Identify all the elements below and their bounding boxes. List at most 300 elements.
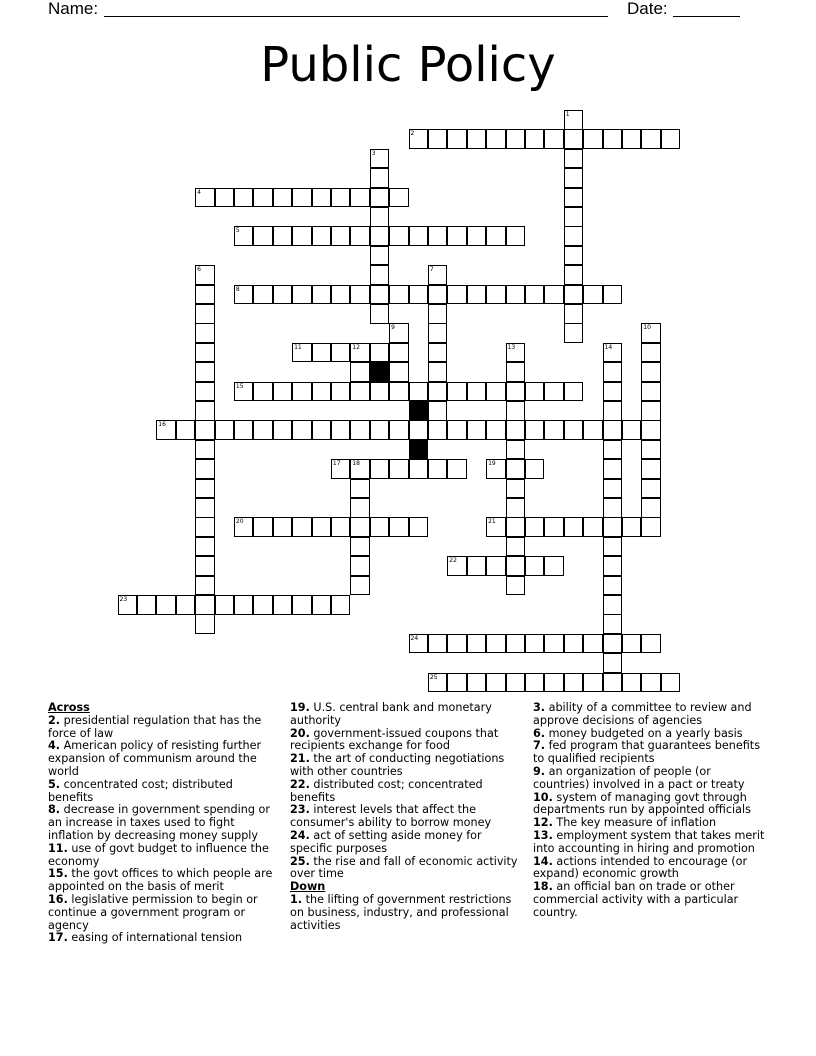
grid-cell[interactable] [409, 382, 429, 402]
grid-cell[interactable] [370, 304, 390, 324]
grid-cell[interactable] [467, 285, 487, 305]
grid-cell[interactable] [564, 517, 584, 537]
grid-cell[interactable] [253, 517, 273, 537]
grid-cell[interactable] [350, 226, 370, 246]
clue-text: money budgeted on a yearly basis [545, 726, 743, 740]
grid-cell[interactable] [564, 285, 584, 305]
grid-cell[interactable] [622, 634, 642, 654]
grid-cell[interactable] [428, 343, 448, 363]
clue-text: the rise and fall of economic activity over time [290, 854, 518, 881]
clue-column-3 [533, 702, 768, 920]
clue [533, 766, 768, 792]
grid-cell[interactable] [331, 285, 351, 305]
grid-cell[interactable] [331, 226, 351, 246]
grid-cell[interactable] [292, 382, 312, 402]
grid-cell[interactable] [583, 673, 603, 693]
grid-cell[interactable] [641, 517, 661, 537]
grid-cell[interactable] [389, 226, 409, 246]
grid-cell[interactable] [195, 595, 215, 615]
clue-number: 17. [48, 931, 68, 945]
grid-cell[interactable] [525, 382, 545, 402]
grid-cell[interactable] [583, 517, 603, 537]
grid-cell[interactable] [506, 362, 526, 382]
grid-cell[interactable] [350, 537, 370, 557]
grid-cell[interactable] [350, 188, 370, 208]
grid-cell[interactable] [447, 556, 467, 576]
grid-cell[interactable] [525, 420, 545, 440]
clue-number: 4. [48, 739, 61, 753]
grid-cell[interactable] [447, 459, 467, 479]
clue [533, 740, 768, 766]
grid-cell[interactable] [409, 420, 429, 440]
grid-cell[interactable] [273, 188, 293, 208]
grid-cell[interactable] [350, 362, 370, 382]
grid-cell[interactable] [195, 265, 215, 285]
clue-number: 9. [533, 764, 546, 778]
grid-cell[interactable] [195, 517, 215, 537]
grid-cell[interactable] [564, 673, 584, 693]
grid-cell[interactable] [544, 634, 564, 654]
grid-cell[interactable] [622, 673, 642, 693]
grid-cell[interactable] [331, 517, 351, 537]
cell-number: 21 [488, 518, 496, 526]
grid-cell[interactable] [564, 110, 584, 130]
grid-cell[interactable] [409, 129, 429, 149]
grid-cell[interactable] [253, 382, 273, 402]
grid-cell[interactable] [389, 323, 409, 343]
grid-cell[interactable] [292, 595, 312, 615]
grid-cell[interactable] [428, 420, 448, 440]
grid-cell[interactable] [661, 129, 681, 149]
grid-cell[interactable] [603, 517, 623, 537]
grid-cell[interactable] [331, 188, 351, 208]
grid-cell[interactable] [506, 382, 526, 402]
grid-cell[interactable] [389, 459, 409, 479]
grid-cell[interactable] [486, 129, 506, 149]
grid-cell[interactable] [544, 129, 564, 149]
grid-cell[interactable] [370, 459, 390, 479]
grid-cell[interactable] [350, 459, 370, 479]
grid-cell[interactable] [564, 420, 584, 440]
grid-cell[interactable] [428, 129, 448, 149]
grid-cell[interactable] [292, 343, 312, 363]
grid-cell[interactable] [603, 576, 623, 596]
grid-cell[interactable] [583, 420, 603, 440]
grid-cell[interactable] [195, 323, 215, 343]
grid-cell[interactable] [331, 343, 351, 363]
grid-cell[interactable] [312, 343, 332, 363]
grid-cell[interactable] [389, 382, 409, 402]
grid-cell[interactable] [370, 382, 390, 402]
grid-cell[interactable] [506, 537, 526, 557]
grid-cell[interactable] [215, 595, 235, 615]
grid-cell[interactable] [292, 226, 312, 246]
clue-number: 1. [290, 892, 303, 906]
grid-cell[interactable] [525, 459, 545, 479]
grid-cell[interactable] [622, 517, 642, 537]
grid-cell[interactable] [544, 285, 564, 305]
grid-cell[interactable] [428, 304, 448, 324]
grid-cell[interactable] [195, 362, 215, 382]
grid-cell[interactable] [312, 226, 332, 246]
clue-text: U.S. central bank and monetary authority [290, 701, 492, 727]
cell-number: 1 [565, 111, 570, 118]
grid-cell[interactable] [544, 556, 564, 576]
grid-cell[interactable] [312, 382, 332, 402]
grid-cell[interactable] [467, 226, 487, 246]
grid-cell[interactable] [525, 285, 545, 305]
grid-cell[interactable] [447, 673, 467, 693]
grid-cell[interactable] [292, 420, 312, 440]
grid-cell[interactable] [467, 129, 487, 149]
clue-text: an official ban on trade or other commercial activity with a particular country. [533, 880, 739, 919]
grid-cell[interactable] [370, 343, 390, 363]
grid-cell[interactable] [370, 517, 390, 537]
grid-cell[interactable] [603, 362, 623, 382]
grid-cell[interactable] [370, 420, 390, 440]
grid-cell[interactable] [195, 285, 215, 305]
grid-cell[interactable] [370, 207, 390, 227]
grid-cell[interactable] [506, 576, 526, 596]
grid-cell[interactable] [603, 285, 623, 305]
grid-cell[interactable] [350, 556, 370, 576]
grid-cell[interactable] [428, 226, 448, 246]
grid-cell[interactable] [253, 285, 273, 305]
grid-cell[interactable] [234, 285, 254, 305]
grid-cell[interactable] [564, 304, 584, 324]
grid-cell[interactable] [409, 226, 429, 246]
cell-number: 15 [235, 382, 244, 390]
grid-cell[interactable] [544, 517, 564, 537]
grid-cell[interactable] [467, 634, 487, 654]
grid-cell[interactable] [370, 265, 390, 285]
grid-cell[interactable] [389, 362, 409, 382]
grid-cell[interactable] [312, 595, 332, 615]
grid-cell[interactable] [195, 304, 215, 324]
grid-cell[interactable] [603, 382, 623, 402]
grid-cell[interactable] [506, 673, 526, 693]
grid-cell[interactable] [641, 382, 661, 402]
grid-cell[interactable] [215, 420, 235, 440]
grid-cell[interactable] [525, 517, 545, 537]
grid-cell[interactable] [583, 129, 603, 149]
grid-cell[interactable] [564, 129, 584, 149]
grid-cell[interactable] [428, 634, 448, 654]
grid-cell[interactable] [603, 129, 623, 149]
grid-cell[interactable] [583, 285, 603, 305]
grid-cell[interactable] [234, 420, 254, 440]
grid-cell[interactable] [253, 595, 273, 615]
grid-cell[interactable] [447, 634, 467, 654]
grid-cell[interactable] [486, 459, 506, 479]
grid-cell[interactable] [447, 285, 467, 305]
grid-cell[interactable] [603, 537, 623, 557]
clue-text: easing of international tension [67, 931, 243, 945]
grid-cell[interactable] [486, 382, 506, 402]
cell-number: 6 [197, 266, 201, 274]
grid-cell[interactable] [641, 401, 661, 421]
grid-cell[interactable] [234, 517, 254, 537]
grid-cell[interactable] [389, 343, 409, 363]
grid-cell[interactable] [641, 673, 661, 693]
grid-cell[interactable] [467, 673, 487, 693]
grid-cell[interactable] [661, 673, 681, 693]
grid-cell[interactable] [370, 285, 390, 305]
grid-cell[interactable] [603, 556, 623, 576]
grid-cell[interactable] [506, 556, 526, 576]
grid-cell[interactable] [292, 285, 312, 305]
date-label: Date: [627, 0, 668, 18]
grid-cell[interactable] [506, 129, 526, 149]
grid-cell[interactable] [506, 459, 526, 479]
grid-cell[interactable] [195, 498, 215, 518]
grid-cell[interactable] [428, 459, 448, 479]
grid-cell[interactable] [603, 401, 623, 421]
grid-cell[interactable] [525, 673, 545, 693]
grid-cell[interactable] [641, 420, 661, 440]
grid-cell[interactable] [564, 382, 584, 402]
grid-cell[interactable] [273, 595, 293, 615]
cell-number: 17 [332, 460, 341, 468]
grid-cell[interactable] [389, 285, 409, 305]
grid-cell[interactable] [428, 362, 448, 382]
grid-cell[interactable] [544, 420, 564, 440]
grid-cell[interactable] [195, 188, 215, 208]
grid-cell[interactable] [641, 440, 661, 460]
grid-cell[interactable] [467, 556, 487, 576]
grid-cell[interactable] [486, 420, 506, 440]
clue [48, 843, 278, 869]
grid-cell[interactable] [331, 595, 351, 615]
grid-cell[interactable] [350, 576, 370, 596]
clue-text: government-issued coupons that recipients exchange for food [290, 726, 499, 753]
cell-number: 5 [235, 227, 240, 235]
grid-cell[interactable] [564, 207, 584, 227]
grid-cell[interactable] [603, 634, 623, 654]
grid-cell[interactable] [176, 595, 196, 615]
grid-cell[interactable] [525, 129, 545, 149]
grid-cell[interactable] [195, 401, 215, 421]
grid-cell[interactable] [370, 188, 390, 208]
grid-cell[interactable] [603, 614, 623, 634]
grid-cell[interactable] [447, 420, 467, 440]
grid-cell[interactable] [273, 517, 293, 537]
grid-cell[interactable] [312, 517, 332, 537]
grid-cell[interactable] [603, 595, 623, 615]
grid-cell[interactable] [350, 517, 370, 537]
grid-cell[interactable] [603, 343, 623, 363]
grid-cell[interactable] [350, 285, 370, 305]
cell-number: 13 [507, 343, 516, 351]
grid-cell[interactable] [428, 285, 448, 305]
grid-cell[interactable] [447, 382, 467, 402]
grid-cell[interactable] [486, 517, 506, 537]
grid-cell[interactable] [118, 595, 138, 615]
grid-cell[interactable] [176, 420, 196, 440]
grid-cell[interactable] [273, 382, 293, 402]
grid-cell[interactable] [195, 420, 215, 440]
grid-cell[interactable] [603, 498, 623, 518]
grid-cell[interactable] [350, 382, 370, 402]
grid-cell[interactable] [506, 285, 526, 305]
grid-cell[interactable] [350, 479, 370, 499]
grid-cell[interactable] [428, 323, 448, 343]
clue [48, 779, 278, 805]
grid-cell[interactable] [603, 653, 623, 673]
grid-cell[interactable] [564, 149, 584, 169]
grid-cell[interactable] [544, 673, 564, 693]
grid-cell[interactable] [564, 323, 584, 343]
grid-cell[interactable] [409, 285, 429, 305]
grid-cell[interactable] [603, 459, 623, 479]
grid-cell[interactable] [273, 226, 293, 246]
grid-cell[interactable] [409, 517, 429, 537]
black-cell [409, 440, 429, 460]
grid-cell[interactable] [312, 420, 332, 440]
grid-cell[interactable] [506, 440, 526, 460]
grid-cell[interactable] [506, 498, 526, 518]
grid-cell[interactable] [428, 401, 448, 421]
grid-cell[interactable] [195, 382, 215, 402]
grid-cell[interactable] [447, 129, 467, 149]
grid-cell[interactable] [156, 595, 176, 615]
grid-cell[interactable] [195, 614, 215, 634]
grid-cell[interactable] [506, 420, 526, 440]
grid-cell[interactable] [195, 343, 215, 363]
grid-cell[interactable] [506, 479, 526, 499]
clue [290, 830, 522, 856]
grid-cell[interactable] [292, 517, 312, 537]
grid-cell[interactable] [506, 401, 526, 421]
grid-cell[interactable] [195, 576, 215, 596]
grid-cell[interactable] [564, 246, 584, 266]
grid-cell[interactable] [564, 188, 584, 208]
grid-cell[interactable] [603, 440, 623, 460]
grid-cell[interactable] [350, 498, 370, 518]
grid-cell[interactable] [506, 343, 526, 363]
clue [290, 779, 522, 805]
grid-cell[interactable] [156, 420, 176, 440]
grid-cell[interactable] [234, 188, 254, 208]
grid-cell[interactable] [622, 420, 642, 440]
grid-cell[interactable] [195, 479, 215, 499]
grid-cell[interactable] [564, 226, 584, 246]
grid-cell[interactable] [234, 595, 254, 615]
grid-cell[interactable] [253, 188, 273, 208]
grid-cell[interactable] [641, 362, 661, 382]
grid-cell[interactable] [370, 246, 390, 266]
grid-cell[interactable] [195, 459, 215, 479]
grid-cell[interactable] [447, 226, 467, 246]
grid-cell[interactable] [389, 188, 409, 208]
grid-cell[interactable] [486, 556, 506, 576]
grid-cell[interactable] [234, 382, 254, 402]
clue-text: the govt offices to which people are appointed on the basis of merit [48, 867, 273, 894]
grid-cell[interactable] [350, 420, 370, 440]
cell-number: 24 [410, 634, 419, 642]
grid-cell[interactable] [506, 634, 526, 654]
grid-cell[interactable] [525, 634, 545, 654]
grid-cell[interactable] [467, 382, 487, 402]
grid-cell[interactable] [273, 285, 293, 305]
grid-cell[interactable] [603, 479, 623, 499]
grid-cell[interactable] [641, 498, 661, 518]
grid-cell[interactable] [486, 673, 506, 693]
grid-cell[interactable] [292, 188, 312, 208]
grid-cell[interactable] [195, 556, 215, 576]
clue [48, 894, 278, 932]
grid-cell[interactable] [525, 556, 545, 576]
grid-cell[interactable] [389, 420, 409, 440]
grid-cell[interactable] [603, 673, 623, 693]
clue [48, 804, 278, 842]
grid-cell[interactable] [544, 382, 564, 402]
grid-cell[interactable] [409, 634, 429, 654]
grid-cell[interactable] [486, 634, 506, 654]
grid-cell[interactable] [215, 188, 235, 208]
grid-cell[interactable] [331, 382, 351, 402]
grid-cell[interactable] [486, 226, 506, 246]
grid-cell[interactable] [641, 323, 661, 343]
grid-cell[interactable] [331, 459, 351, 479]
grid-cell[interactable] [370, 149, 390, 169]
grid-cell[interactable] [312, 188, 332, 208]
grid-cell[interactable] [564, 634, 584, 654]
grid-cell[interactable] [564, 265, 584, 285]
grid-cell[interactable] [467, 420, 487, 440]
cell-number: 14 [604, 343, 613, 351]
cell-number: 22 [449, 557, 457, 565]
grid-cell[interactable] [641, 343, 661, 363]
cell-number: 8 [235, 285, 240, 293]
grid-cell[interactable] [506, 226, 526, 246]
grid-cell[interactable] [409, 459, 429, 479]
grid-cell[interactable] [234, 226, 254, 246]
clue-number: 20. [290, 726, 310, 740]
grid-cell[interactable] [641, 634, 661, 654]
grid-cell[interactable] [137, 595, 157, 615]
grid-cell[interactable] [312, 285, 332, 305]
grid-cell[interactable] [253, 226, 273, 246]
name-label: Name: [48, 0, 99, 18]
grid-cell[interactable] [370, 226, 390, 246]
grid-cell[interactable] [389, 517, 409, 537]
grid-cell[interactable] [622, 129, 642, 149]
grid-cell[interactable] [603, 420, 623, 440]
grid-cell[interactable] [583, 634, 603, 654]
grid-cell[interactable] [506, 517, 526, 537]
clue-number: 14. [533, 854, 553, 868]
grid-cell[interactable] [273, 420, 293, 440]
grid-cell[interactable] [253, 420, 273, 440]
grid-cell[interactable] [370, 168, 390, 188]
grid-cell[interactable] [641, 129, 661, 149]
grid-cell[interactable] [331, 420, 351, 440]
grid-cell[interactable] [641, 459, 661, 479]
grid-cell[interactable] [350, 343, 370, 363]
black-cell [370, 362, 390, 382]
grid-cell[interactable] [428, 265, 448, 285]
cell-number: 9 [391, 324, 395, 332]
grid-cell[interactable] [486, 285, 506, 305]
grid-cell[interactable] [428, 673, 448, 693]
grid-cell[interactable] [195, 537, 215, 557]
grid-cell[interactable] [428, 382, 448, 402]
clue-number: 22. [290, 777, 310, 791]
grid-cell[interactable] [641, 479, 661, 499]
grid-cell[interactable] [195, 440, 215, 460]
grid-cell[interactable] [564, 168, 584, 188]
